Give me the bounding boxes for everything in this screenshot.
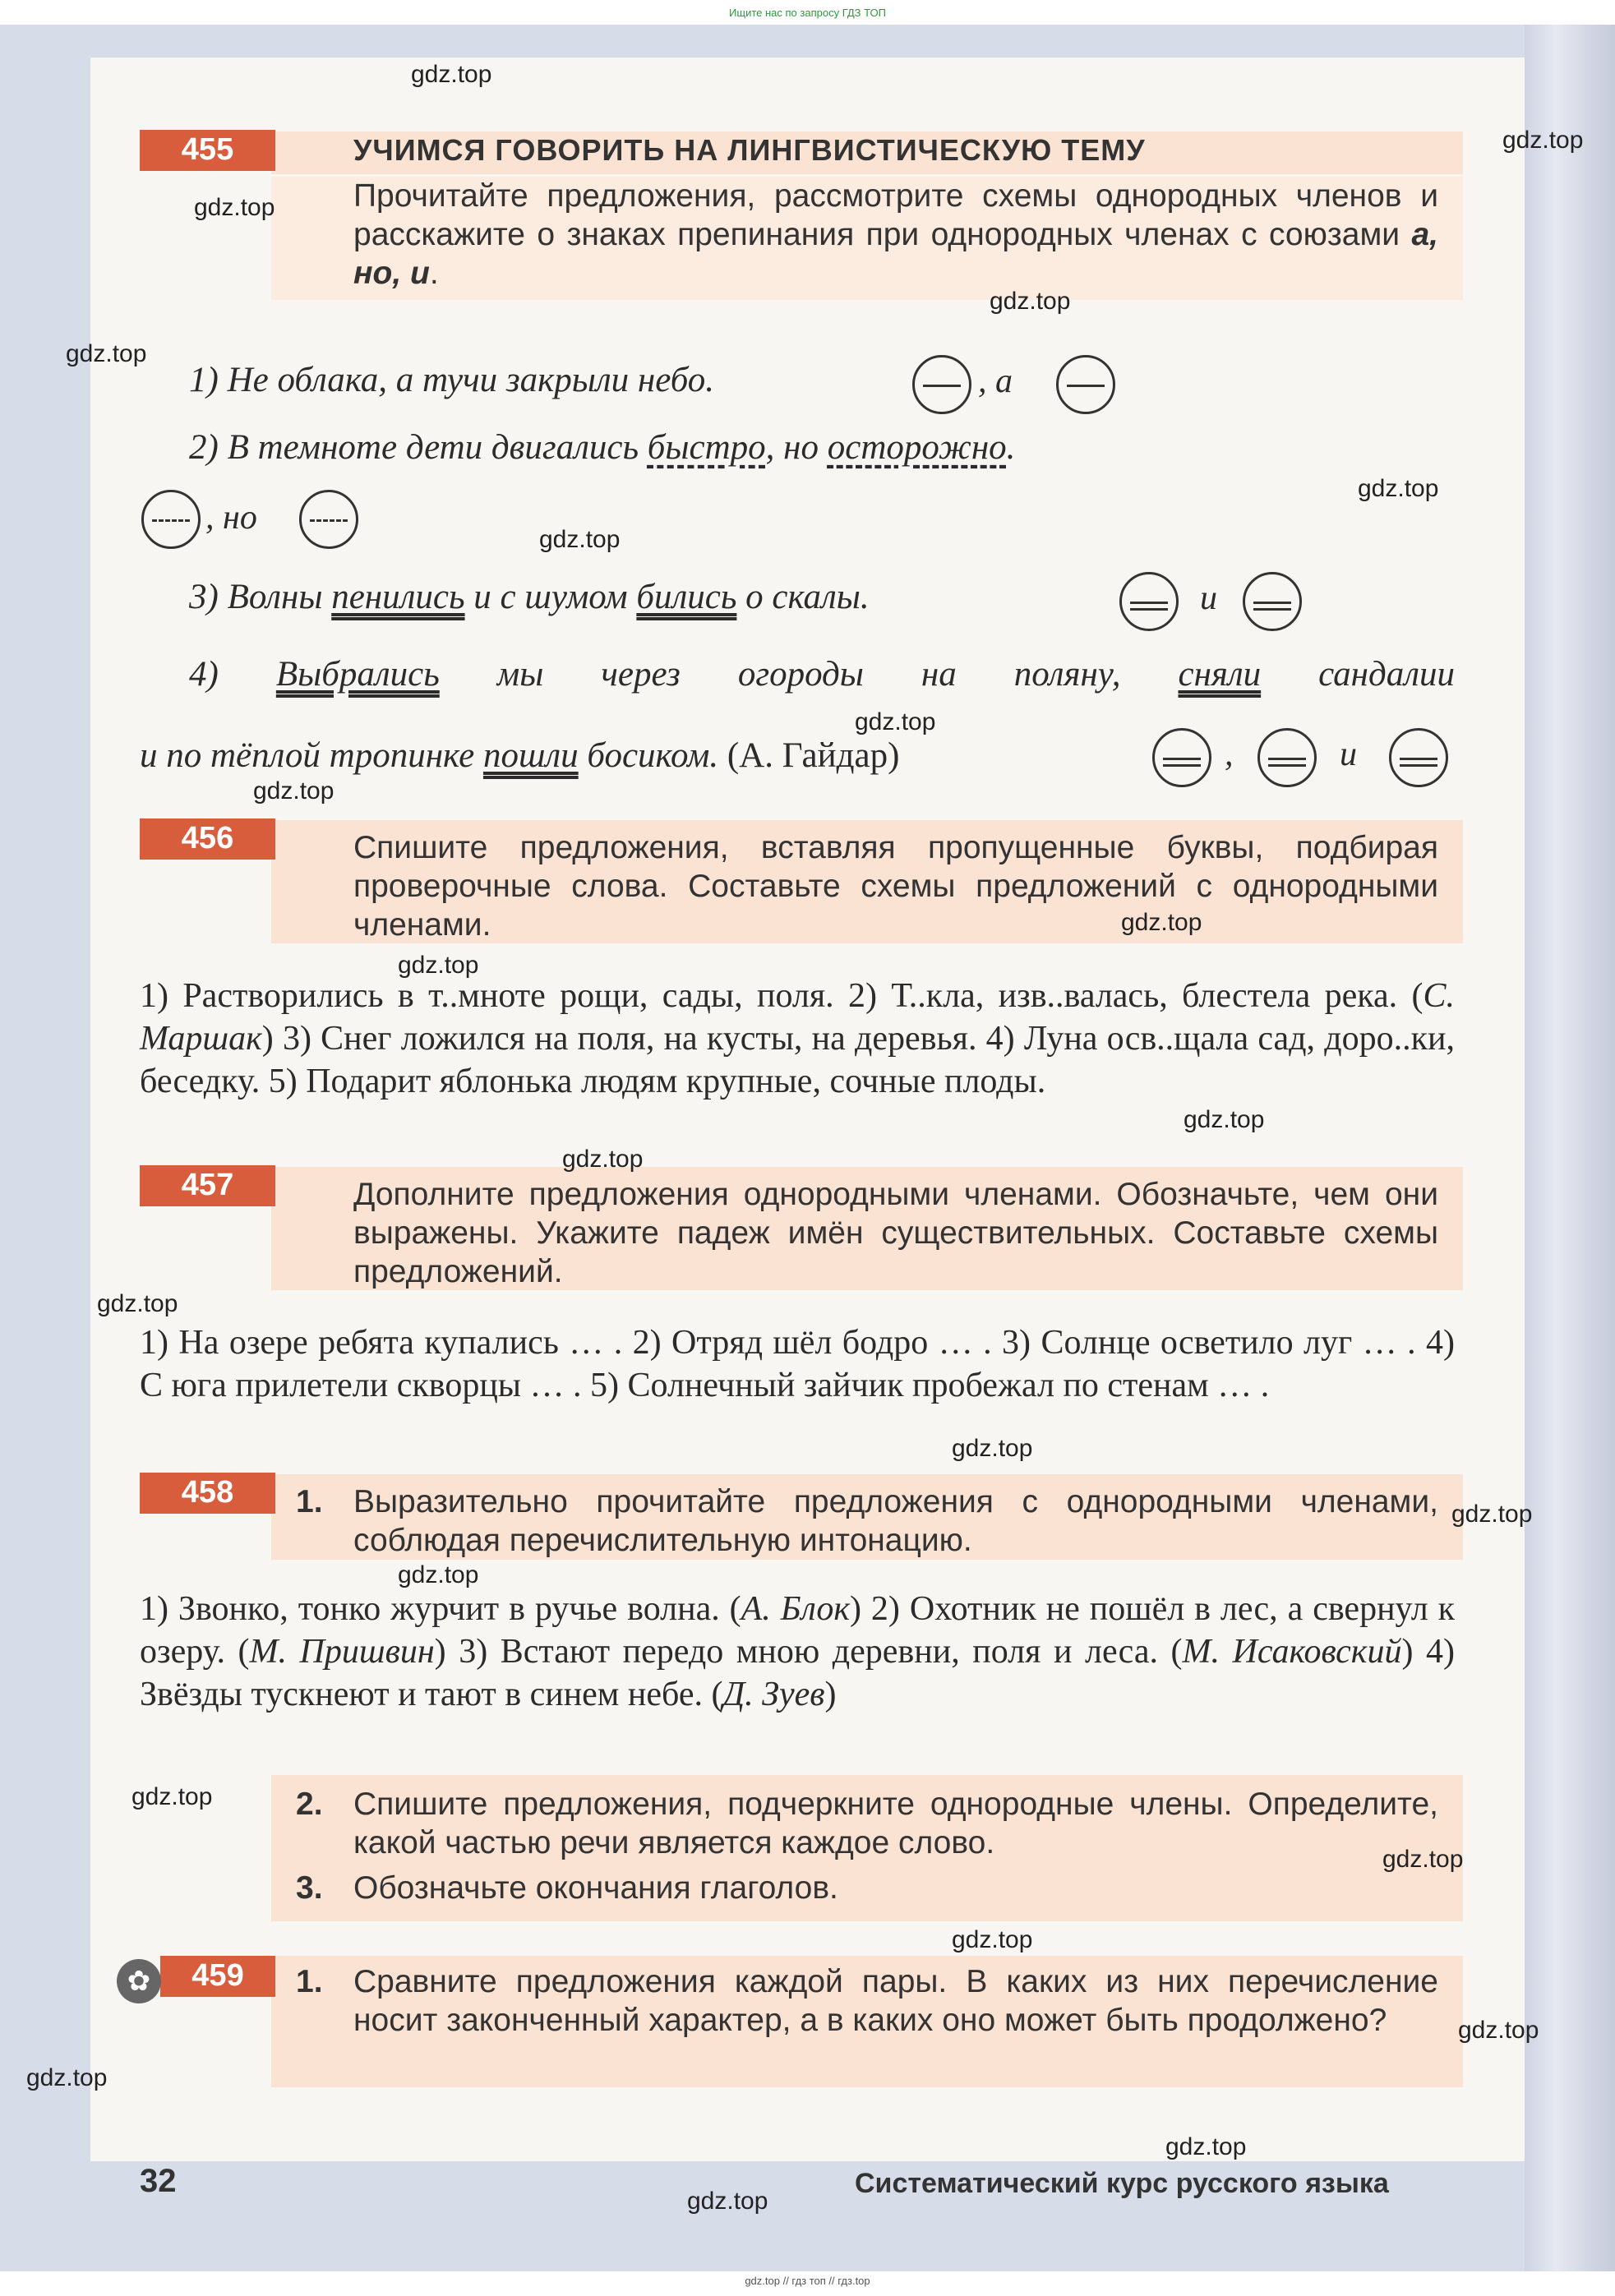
ex458-task1-text: Выразительно прочитайте предложения с однородными членами, соблюдая перечислительную интонацию. <box>353 1484 1438 1558</box>
s3-homogeneous-2: бились <box>636 578 737 616</box>
flower-icon: ✿ <box>117 1959 161 2003</box>
ex455-task <box>353 177 1438 293</box>
s4-homogeneous-1: Выбрались <box>275 655 440 694</box>
s2-homogeneous-1: быстро <box>647 428 766 467</box>
watermark: gdz.top <box>1358 475 1439 502</box>
watermark: gdz.top <box>1184 1106 1265 1133</box>
scheme-circle-adverbial <box>299 490 358 549</box>
ex458-text-part: 1) Звонко, тонко журчит в ручье волна. ( <box>140 1590 741 1628</box>
s4-text: и по тёплой тропинке <box>140 736 483 775</box>
ex458-text-part: ) 4) Звёзды тускнеют и тают в синем небе. ( <box>140 1633 1455 1713</box>
watermark: gdz.top <box>1382 1846 1464 1873</box>
s4-text: босиком. <box>578 736 719 775</box>
s3-homogeneous-1: пенились <box>331 578 465 616</box>
watermark: gdz.top <box>1165 2133 1247 2160</box>
s2-text: . <box>1006 428 1016 467</box>
ex458-task3-text: Обозначьте окончания глаголов. <box>353 1870 838 1906</box>
scheme-circle-predicate <box>1257 728 1317 787</box>
ex455-s2-conj: , но <box>205 499 257 537</box>
scheme-circle-predicate <box>1243 572 1302 631</box>
ex455-sentence-1: 1) Не облака, а тучи закрыли небо. <box>189 361 715 399</box>
watermark: gdz.top <box>97 1290 178 1317</box>
watermark: gdz.top <box>26 2064 108 2091</box>
ex456-author: С. Маршак <box>140 977 1455 1058</box>
watermark: gdz.top <box>398 952 479 979</box>
ex458-text-part: ) 3) Встают передо мною деревни, поля и леса. ( <box>434 1633 1183 1671</box>
ex455-s3-conj: и <box>1200 579 1217 617</box>
ex455-sentence-3 <box>189 577 870 617</box>
ex456-text <box>140 975 1455 1103</box>
top-search-note: Ищите нас по запросу ГДЗ ТОП <box>729 7 886 19</box>
s4-author: (А. Гайдар) <box>718 736 900 775</box>
watermark: gdz.top <box>952 1926 1033 1953</box>
ex459-task1-num: 1. <box>296 1964 323 1999</box>
ex457-task: Дополните предложения однородными членами. Обозначьте, чем они выражены. Укажите падеж имён существительных. Составьте схемы предложений. <box>353 1177 1438 1289</box>
ex455-number: 455 <box>140 130 275 171</box>
ex458-task3-num: 3. <box>296 1870 323 1906</box>
ex455-task-end: . <box>429 256 439 291</box>
s3-text: о скалы. <box>736 578 870 616</box>
s4-text: сандалии <box>1261 655 1455 694</box>
watermark: gdz.top <box>1451 1501 1533 1528</box>
page-fold-shadow <box>1525 25 1615 2271</box>
watermark: gdz.top <box>990 288 1071 315</box>
watermark: gdz.top <box>398 1561 479 1588</box>
scheme-circle-predicate <box>1152 728 1211 787</box>
watermark: gdz.top <box>952 1435 1033 1462</box>
ex458-author: Д. Зуев <box>722 1676 825 1713</box>
ex458-task2-text: Спишите предложения, подчеркните однородные члены. Определите, какой частью речи является каждое слово. <box>353 1787 1438 1860</box>
ex459-number: 459 <box>160 1956 275 1997</box>
watermark: gdz.top <box>539 526 621 553</box>
ex459-task-1 <box>296 1962 1438 2040</box>
ex458-text <box>140 1588 1455 1716</box>
ex457-number: 457 <box>140 1165 275 1206</box>
ex455-s4-comma: , <box>1225 735 1234 773</box>
scheme-circle-predicate <box>1389 728 1448 787</box>
ex455-sentence-4-line-2 <box>140 735 899 776</box>
watermark: gdz.top <box>687 2188 768 2215</box>
ex456-text-part: 1) Растворились в т..мноте рощи, сады, поля. 2) Т..кла, изв..валась, блестела река. ( <box>140 977 1424 1015</box>
watermark: gdz.top <box>1458 2017 1539 2044</box>
ex455-task-text: Прочитайте предложения, рассмотрите схемы однородных членов и расскажите о знаках препинания при однородных членах с союзами <box>353 178 1438 252</box>
bottom-watermark-note: gdz.top // гдз топ // гдз.top <box>745 2275 870 2287</box>
ex456-task: Спишите предложения, вставляя пропущенные буквы, подбирая проверочные слова. Составьте схемы предложений с однородными членами. <box>353 830 1438 943</box>
ex458-text-part: ) 2) Охотник не пошёл в лес, а свернул к озеру. ( <box>140 1590 1456 1671</box>
ex456-text-part: ) 3) Снег ложился на поля, на кусты, на деревья. 4) Луна осв..щала сад, доро..ки, беседку. 5) Подарит яблонька людям крупные, сочные плоды. <box>140 1020 1455 1100</box>
ex458-task-1 <box>296 1482 1438 1560</box>
s4-text: 4) <box>189 655 276 694</box>
ex458-number: 458 <box>140 1473 275 1514</box>
s4-homogeneous-2: сняли <box>1178 655 1262 694</box>
watermark: gdz.top <box>1121 909 1202 936</box>
page-number: 32 <box>140 2163 177 2199</box>
s2-text: , но <box>765 428 828 467</box>
ex456-number: 456 <box>140 818 275 860</box>
ex458-task1-num: 1. <box>296 1484 323 1519</box>
watermark: gdz.top <box>1502 127 1584 154</box>
scheme-circle-subject <box>1056 355 1115 414</box>
ex455-sentence-4-line-1 <box>189 654 1455 694</box>
s3-text: 3) Волны <box>189 578 332 616</box>
s3-text: и с шумом <box>464 578 637 616</box>
watermark: gdz.top <box>855 708 936 735</box>
ex458-author: А. Блок <box>741 1590 850 1628</box>
watermark: gdz.top <box>132 1783 213 1810</box>
ex458-author: М. Пришвин <box>249 1633 435 1671</box>
watermark: gdz.top <box>411 61 492 88</box>
s2-homogeneous-2: осторожно <box>827 428 1007 467</box>
s4-homogeneous-3: пошли <box>482 736 579 775</box>
ex458-task2-num: 2. <box>296 1787 323 1822</box>
ex455-title: УЧИМСЯ ГОВОРИТЬ НА ЛИНГВИСТИЧЕСКУЮ ТЕМУ <box>353 133 1146 167</box>
watermark: gdz.top <box>253 777 335 805</box>
ex458-author: М. Исаковский <box>1182 1633 1402 1671</box>
ex459-task1-text: Сравните предложения каждой пары. В каких из них перечисление носит законченный характер, а в каких оно может быть продолжено? <box>353 1964 1438 2038</box>
watermark: gdz.top <box>194 194 275 221</box>
ex455-s4-conj: и <box>1340 735 1357 773</box>
ex458-text-part: ) <box>824 1676 837 1713</box>
s2-text: 2) В темноте дети двигались <box>189 428 648 467</box>
s4-text: мы через огороды на поляну, <box>439 655 1179 694</box>
scheme-circle-adverbial <box>141 490 201 549</box>
ex455-s1-conj: , а <box>978 362 1013 400</box>
ex455-task-conj: а, но, и <box>353 217 1438 291</box>
ex457-text: 1) На озере ребята купались … . 2) Отряд шёл бодро … . 3) Солнце осветило луг … . 4) С юга прилетели скворцы … . 5) Солнечный зайчик пробежал по стенам … . <box>140 1324 1455 1404</box>
watermark: gdz.top <box>562 1146 644 1173</box>
ex458-task-2 <box>296 1785 1438 1907</box>
scheme-circle-predicate <box>1119 572 1179 631</box>
watermark: gdz.top <box>66 340 147 367</box>
ex455-sentence-2 <box>189 427 1015 468</box>
scheme-circle-subject <box>912 355 971 414</box>
book-section-title: Систематический курс русского языка <box>855 2168 1389 2199</box>
